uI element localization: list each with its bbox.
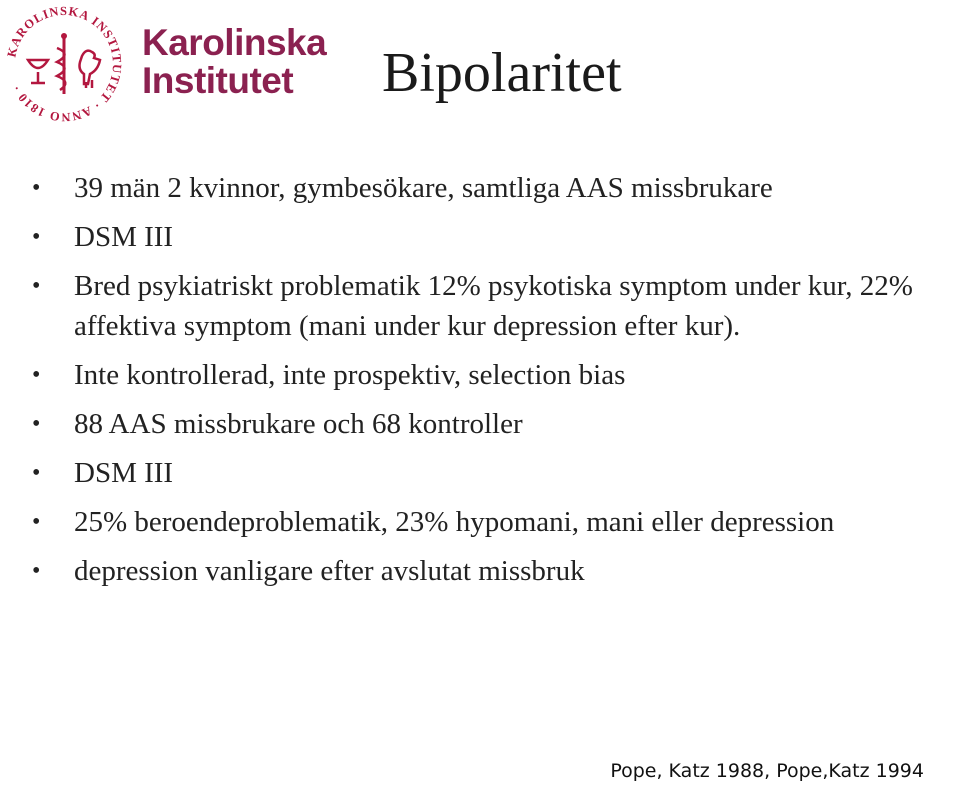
bullet-dot-icon: • [32,362,41,388]
bullet-item [32,551,952,591]
wordmark-line-2: Institutet [142,60,294,101]
bullet-text: 88 AAS missbrukare och 68 kontroller [74,408,523,440]
seal-text: KAROLINSKA INSTITUTET · ANNO 1810 · [4,3,125,125]
karolinska-logo [0,0,340,130]
bullet-item [32,266,952,346]
bullet-text: 25% beroendeproblematik, 23% hypomani, mani eller depression [74,506,835,538]
citation: Pope, Katz 1988, Pope,Katz 1994 [610,760,924,782]
bullet-dot-icon: • [32,175,41,201]
bullet-item [32,502,952,542]
karolinska-wordmark [142,24,326,100]
bullet-item [32,404,952,444]
bullet-dot-icon: • [32,411,41,437]
bullet-text: Bred psykiatriskt problematik 12% psykotiska symptom under kur, 22% affektiva symptom (mani under kur depression efter kur). [74,270,913,342]
wordmark-line-1: Karolinska [142,22,327,63]
bullet-text: DSM III [74,221,174,253]
bullet-dot-icon: • [32,273,41,299]
slide-title: Bipolaritet [382,42,622,104]
bullet-text: 39 män 2 kvinnor, gymbesökare, samtliga AAS missbrukare [74,172,773,204]
bullet-item [32,453,952,493]
bullet-item [32,217,952,257]
bullet-list [32,168,952,600]
bullet-dot-icon: • [32,509,41,535]
bullet-item [32,355,952,395]
bullet-item [32,168,952,208]
bullet-text: Inte kontrollerad, inte prospektiv, selection bias [74,359,626,391]
bullet-dot-icon: • [32,558,41,584]
bullet-dot-icon: • [32,224,41,250]
bullet-text: DSM III [74,457,174,489]
bullet-text: depression vanligare efter avslutat missbruk [74,555,585,587]
bullet-dot-icon: • [32,460,41,486]
karolinska-seal-icon [2,2,126,126]
